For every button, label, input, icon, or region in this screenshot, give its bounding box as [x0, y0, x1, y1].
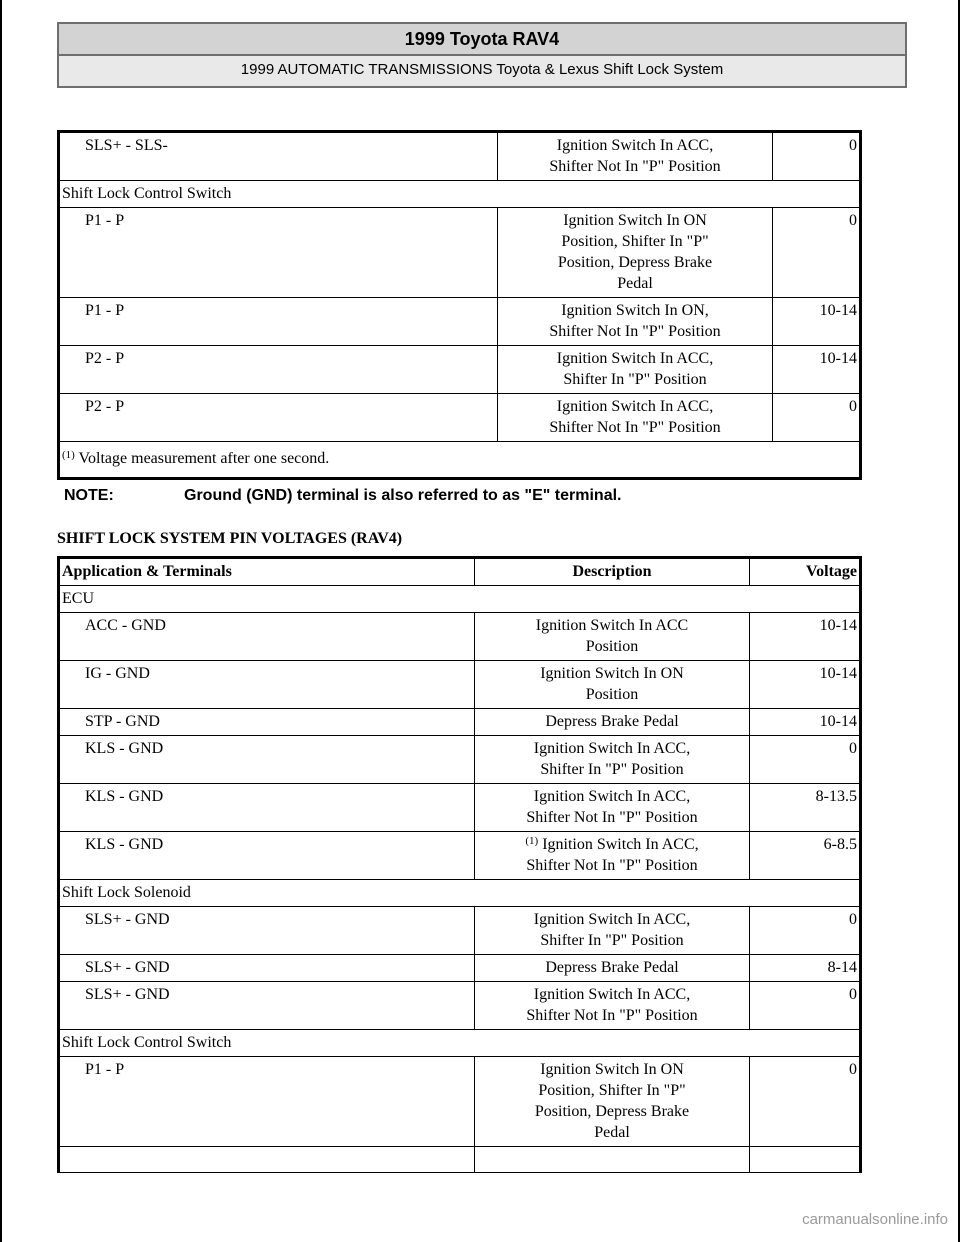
empty-cell	[475, 1147, 750, 1173]
voltage-cell: 0	[773, 394, 861, 442]
table-row	[59, 346, 861, 394]
table-row	[59, 394, 861, 442]
table-section-row	[59, 880, 861, 907]
header-terminals: Application & Terminals	[59, 558, 475, 586]
pin-voltage-table-rav4	[57, 556, 862, 1173]
footnote-cell	[59, 442, 861, 479]
description-cell: Ignition Switch In ACC, Shifter Not In "P" Position	[498, 394, 773, 442]
table-row	[59, 982, 861, 1030]
description-cell: Ignition Switch In ACC, Shifter In "P" Position	[498, 346, 773, 394]
terminals-cell: KLS - GND	[59, 784, 475, 832]
header-description: Description	[475, 558, 750, 586]
description-cell: Ignition Switch In ACC, Shifter Not In "P" Position	[475, 982, 750, 1030]
voltage-cell: 10-14	[750, 613, 861, 661]
terminals-cell: KLS - GND	[59, 736, 475, 784]
voltage-cell: 8-13.5	[750, 784, 861, 832]
description-cell: Ignition Switch In ACC, Shifter In "P" Position	[475, 907, 750, 955]
voltage-cell: 0	[750, 736, 861, 784]
header-voltage: Voltage	[750, 558, 861, 586]
terminals-cell: P2 - P	[59, 346, 498, 394]
table-row	[59, 907, 861, 955]
table-header-row	[59, 558, 861, 586]
note-label: NOTE:	[64, 487, 114, 504]
voltage-cell: 10-14	[773, 298, 861, 346]
voltage-cell: 0	[750, 982, 861, 1030]
description-cell: Ignition Switch In ON Position, Shifter In "P" Position, Depress Brake Pedal	[498, 208, 773, 298]
table-section-row	[59, 181, 861, 208]
section-title: SHIFT LOCK SYSTEM PIN VOLTAGES (RAV4)	[57, 530, 403, 547]
empty-cell	[59, 1147, 475, 1173]
voltage-cell: 0	[750, 1057, 861, 1147]
empty-cell	[750, 1147, 861, 1173]
terminals-cell: SLS+ - GND	[59, 907, 475, 955]
table-row	[59, 1147, 861, 1173]
table-section-row	[59, 586, 861, 613]
footnote-marker: (1)	[62, 449, 75, 461]
table-row	[59, 208, 861, 298]
table-row	[59, 709, 861, 736]
note-text: Ground (GND) terminal is also referred to as "E" terminal.	[184, 487, 622, 504]
table-row	[59, 784, 861, 832]
voltage-cell: 10-14	[773, 346, 861, 394]
voltage-cell: 10-14	[750, 661, 861, 709]
description-cell: Ignition Switch In ON Position	[475, 661, 750, 709]
description-cell: Ignition Switch In ACC, Shifter In "P" Position	[475, 736, 750, 784]
description-cell: Depress Brake Pedal	[475, 955, 750, 982]
terminals-cell: STP - GND	[59, 709, 475, 736]
description-cell: Depress Brake Pedal	[475, 709, 750, 736]
terminals-cell: IG - GND	[59, 661, 475, 709]
page-left-border	[0, 0, 2, 1242]
table-row	[59, 1057, 861, 1147]
watermark: carmanualsonline.info	[802, 1211, 948, 1228]
terminals-cell: SLS+ - GND	[59, 982, 475, 1030]
section-cell: Shift Lock Control Switch	[59, 181, 861, 208]
footnote-row	[59, 442, 861, 479]
table-row	[59, 736, 861, 784]
document-title: 1999 Toyota RAV4	[57, 22, 907, 56]
terminals-cell: KLS - GND	[59, 832, 475, 880]
description-cell: Ignition Switch In ON Position, Shifter In "P" Position, Depress Brake Pedal	[475, 1057, 750, 1147]
section-cell: Shift Lock Control Switch	[59, 1030, 861, 1057]
terminals-cell: P2 - P	[59, 394, 498, 442]
voltage-cell: 8-14	[750, 955, 861, 982]
table-row	[59, 955, 861, 982]
document-subtitle: 1999 AUTOMATIC TRANSMISSIONS Toyota & Lexus Shift Lock System	[57, 56, 907, 88]
voltage-cell: 0	[773, 132, 861, 181]
table-row	[59, 613, 861, 661]
terminals-cell: P1 - P	[59, 208, 498, 298]
note	[64, 487, 622, 505]
section-cell: ECU	[59, 586, 861, 613]
pin-voltage-table-continued	[57, 130, 862, 480]
table-row	[59, 832, 861, 880]
voltage-cell: 10-14	[750, 709, 861, 736]
table-row	[59, 298, 861, 346]
voltage-cell: 6-8.5	[750, 832, 861, 880]
terminals-cell: P1 - P	[59, 1057, 475, 1147]
description-cell	[475, 832, 750, 880]
section-cell: Shift Lock Solenoid	[59, 880, 861, 907]
footnote-text: Voltage measurement after one second.	[78, 450, 330, 467]
description-cell: Ignition Switch In ACC, Shifter Not In "P" Position	[498, 132, 773, 181]
terminals-cell: ACC - GND	[59, 613, 475, 661]
footnote-marker: (1)	[525, 835, 539, 847]
terminals-cell: SLS+ - SLS-	[59, 132, 498, 181]
voltage-cell: 0	[750, 907, 861, 955]
table-section-row	[59, 1030, 861, 1057]
description-cell: Ignition Switch In ACC, Shifter Not In "P" Position	[475, 784, 750, 832]
table-row	[59, 132, 861, 181]
terminals-cell: SLS+ - GND	[59, 955, 475, 982]
table-row	[59, 661, 861, 709]
voltage-cell: 0	[773, 208, 861, 298]
terminals-cell: P1 - P	[59, 298, 498, 346]
description-text: Ignition Switch In ACC, Shifter Not In "P" Position	[526, 836, 699, 874]
description-cell: Ignition Switch In ON, Shifter Not In "P" Position	[498, 298, 773, 346]
description-cell: Ignition Switch In ACC Position	[475, 613, 750, 661]
